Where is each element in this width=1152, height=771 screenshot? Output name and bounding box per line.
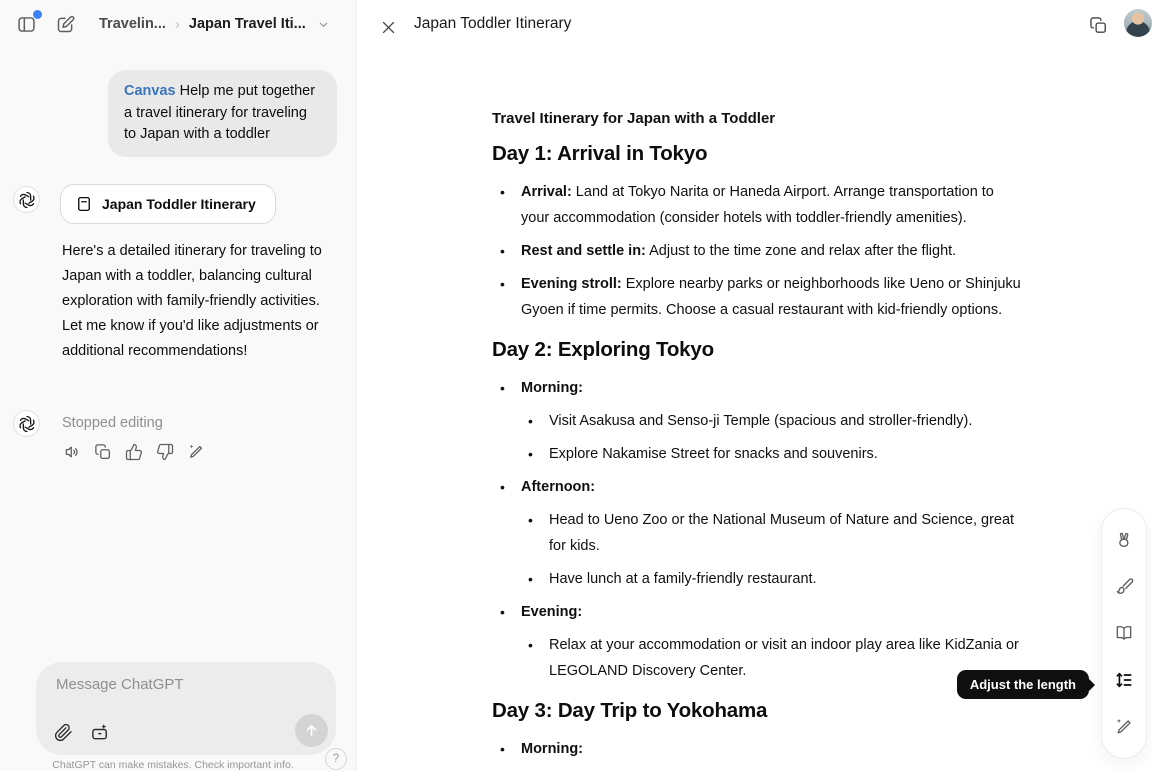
user-message-text: Help me put together a travel itinerary for traveling to Japan with a toddler (124, 83, 316, 142)
bullet-list (492, 375, 1024, 684)
edit-in-canvas-button[interactable] (184, 440, 208, 464)
section-heading: Day 2: Exploring Tokyo (492, 338, 714, 361)
breadcrumb-current[interactable]: Japan Travel Iti... (188, 16, 306, 32)
composer-actions (51, 720, 112, 744)
final-polish-button[interactable] (1110, 573, 1138, 601)
user-avatar[interactable] (1124, 9, 1152, 37)
list-item: • Morning: • Visit Asakusa and Senso-ji Temple (spacious and stroller-friendly). • Explore Nakamise Street for snacks and souvenirs. (521, 375, 1024, 467)
document-card-label: Japan Toddler Itinerary (102, 196, 256, 212)
list-item: • Rest and settle in: Adjust to the time zone and relax after the flight. (521, 238, 1024, 264)
suggest-edits-button[interactable] (1110, 713, 1138, 741)
sub-bullet-list (521, 507, 1024, 592)
thumbs-down-button[interactable] (153, 440, 177, 464)
status-text: Stopped editing (62, 415, 163, 431)
thumbs-down-icon (156, 443, 174, 461)
sidebar-top-bar (13, 11, 330, 37)
breadcrumb-parent[interactable]: Travelin... (99, 16, 166, 32)
chat-sidebar (0, 0, 356, 771)
list-item: • Head to Ueno Zoo or the National Museum of Nature and Science, great for kids. (549, 507, 1024, 559)
compose-icon (55, 14, 76, 35)
list-item: • Have lunch at a family-friendly restaurant. (549, 566, 1024, 592)
arrow-up-icon (303, 722, 320, 739)
close-canvas-button[interactable] (375, 14, 401, 40)
read-aloud-button[interactable] (60, 440, 84, 464)
list-item: • Explore Nakamise Street for snacks and souvenirs. (549, 441, 1024, 467)
close-icon (380, 19, 397, 36)
add-emojis-button[interactable] (1110, 526, 1138, 554)
adjust-length-tooltip: Adjust the length (957, 670, 1089, 699)
toolbox-icon (90, 722, 110, 742)
attach-file-button[interactable] (51, 720, 75, 744)
copy-message-button[interactable] (91, 440, 115, 464)
disclaimer-text: ChatGPT can make mistakes. Check important info. (52, 759, 294, 771)
assistant-avatar (13, 186, 40, 213)
message-input[interactable] (54, 675, 284, 694)
notification-dot (33, 10, 42, 19)
canvas-pane (356, 0, 1152, 771)
copy-icon (94, 443, 112, 461)
send-button[interactable] (295, 714, 328, 747)
canvas-document-card[interactable] (60, 184, 276, 224)
peace-hand-icon (1114, 530, 1134, 550)
tools-button[interactable] (88, 720, 112, 744)
assistant-message: Here's a detailed itinerary for traveling to Japan with a toddler, balancing cultural exploration with family-friendly activities. Let me know if you'd like adjustments or additional recommendations! (62, 243, 322, 359)
canvas-toolbar (1101, 508, 1147, 759)
help-button[interactable]: ? (325, 748, 347, 770)
sidebar-toggle-button[interactable] (13, 11, 39, 37)
paperclip-icon (54, 723, 73, 742)
user-message-bubble (108, 70, 337, 157)
thumbs-up-icon (125, 443, 143, 461)
copy-canvas-button[interactable] (1085, 12, 1111, 38)
breadcrumb (99, 16, 330, 33)
section-heading: Day 3: Day Trip to Yokohama (492, 699, 768, 722)
list-item: • Evening: • Relax at your accommodation or visit an indoor play area like KidZania or LEGOLAND Discovery Center. (521, 599, 1024, 684)
canvas-title: Japan Toddler Itinerary (414, 15, 572, 32)
list-item: • Afternoon: • Head to Ueno Zoo or the National Museum of Nature and Science, great for kids. • Have lunch at a family-friendly restaurant. (521, 474, 1024, 592)
canvas-tag[interactable]: Canvas (124, 83, 176, 99)
list-item: • Visit Asakusa and Senso-ji Temple (spacious and stroller-friendly). (549, 408, 1024, 434)
assistant-avatar (13, 410, 40, 437)
canvas-document[interactable] (492, 110, 1024, 769)
paintbrush-icon (1114, 577, 1134, 597)
adjust-length-button[interactable] (1110, 666, 1138, 694)
openai-logo-icon (17, 190, 37, 210)
reading-level-button[interactable] (1110, 619, 1138, 647)
openai-logo-icon (17, 414, 37, 434)
thumbs-up-button[interactable] (122, 440, 146, 464)
copy-icon (1089, 16, 1108, 35)
list-item: • Evening stroll: Explore nearby parks or neighborhoods like Ueno or Shinjuku Gyoen if time permits. Choose a casual restaurant with kid-friendly options. (521, 271, 1024, 323)
sub-bullet-list (521, 632, 1024, 684)
speaker-icon (63, 443, 81, 461)
pencil-sparkle-icon (187, 443, 205, 461)
sub-bullet-list (521, 408, 1024, 467)
list-item: • Arrival: Land at Tokyo Narita or Haneda Airport. Arrange transportation to your accommodation (consider hotels with toddler-friendly amenities). (521, 179, 1024, 231)
message-action-bar (60, 440, 208, 464)
section-heading: Day 1: Arrival in Tokyo (492, 142, 708, 165)
chevron-right-icon: › (174, 15, 180, 33)
list-item: • Morning: (521, 736, 1024, 762)
document-title: Travel Itinerary for Japan with a Toddler (492, 110, 776, 127)
pencil-sparkle-icon (1114, 717, 1134, 737)
adjust-length-icon (1114, 670, 1134, 690)
chevron-down-icon[interactable] (317, 18, 330, 31)
new-chat-button[interactable] (52, 11, 78, 37)
bullet-list (492, 179, 1024, 323)
message-composer[interactable] (36, 662, 336, 755)
list-item: • Relax at your accommodation or visit an indoor play area like KidZania or LEGOLAND Discovery Center. (549, 632, 1024, 684)
document-icon (75, 195, 93, 213)
open-book-icon (1114, 623, 1134, 643)
bullet-list (492, 736, 1024, 762)
